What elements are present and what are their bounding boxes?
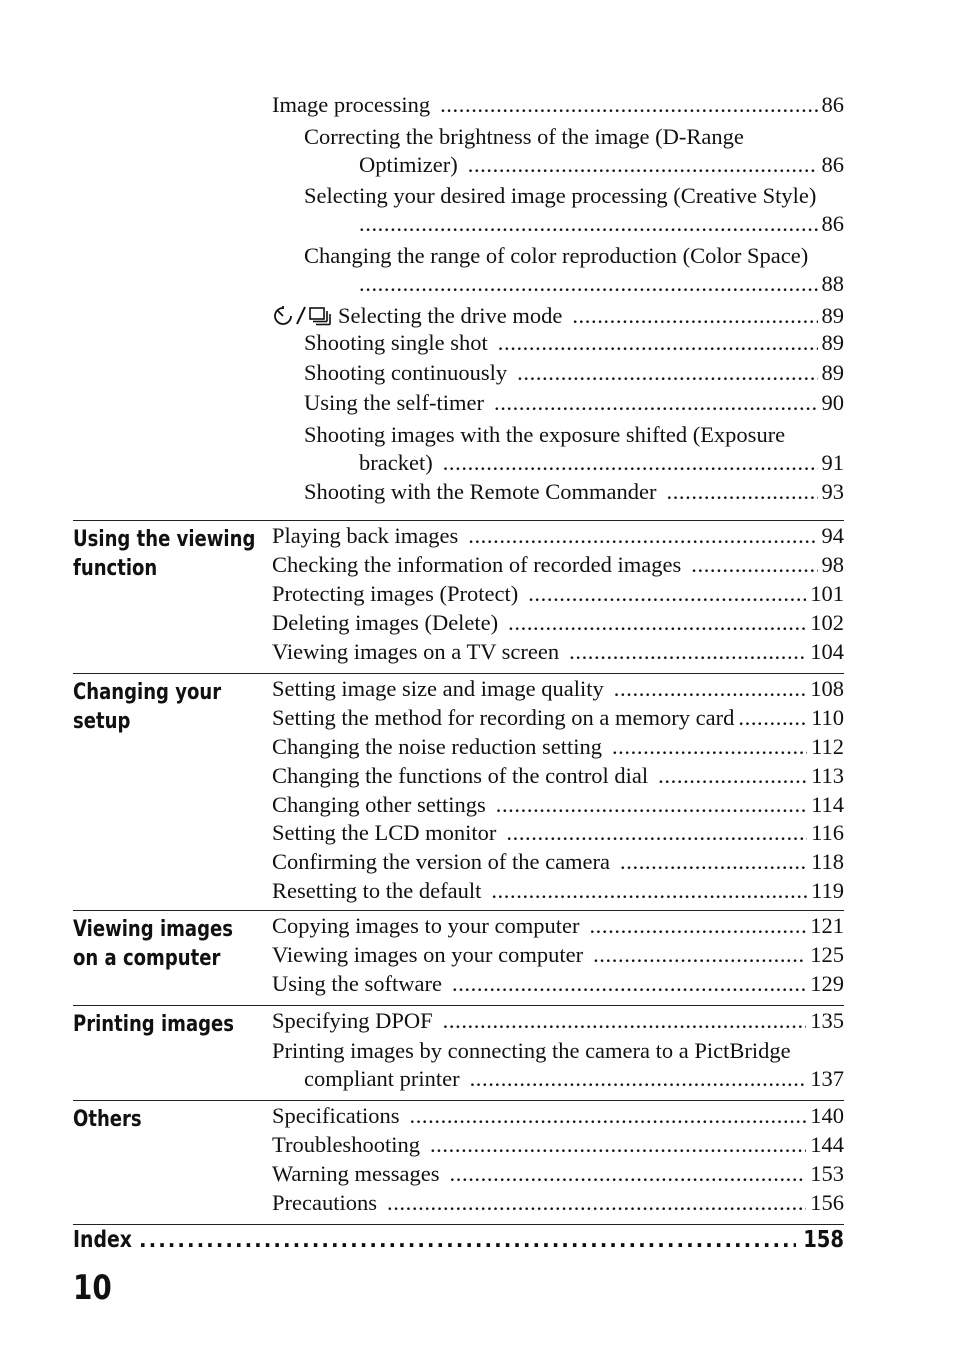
entry-page: 116 (811, 820, 844, 846)
entry-page: 140 (810, 1103, 844, 1128)
toc-entry-continuation[interactable] (272, 450, 844, 480)
section-items (272, 676, 844, 907)
index-entry[interactable] (73, 1224, 844, 1253)
toc-continuation-block (272, 92, 844, 509)
entry-page: 156 (810, 1189, 844, 1215)
entry-page: 144 (810, 1131, 844, 1157)
toc-entry[interactable] (272, 1132, 844, 1161)
entry-title: Resetting to the default (272, 878, 482, 904)
self-timer-icon (272, 304, 294, 326)
entry-title: Precautions (272, 1189, 377, 1215)
toc-entry[interactable] (272, 734, 844, 763)
entry-title: Using the software (272, 970, 442, 996)
entry-page: 112 (811, 733, 844, 759)
section-items (272, 523, 844, 667)
toc-entry[interactable] (272, 820, 844, 849)
entry-title: Viewing images on a TV screen (272, 638, 560, 664)
toc-entry[interactable] (272, 523, 844, 552)
index-page: 158 (803, 1227, 844, 1253)
section-title: Viewing images on a computer (73, 917, 234, 971)
toc-entry[interactable] (272, 360, 844, 390)
toc-entry[interactable] (272, 639, 844, 668)
toc-entry[interactable] (272, 581, 844, 610)
entry-title: Changing other settings (272, 791, 486, 817)
toc-entry[interactable] (272, 676, 844, 705)
entry-page: 93 (821, 479, 844, 505)
toc-entry[interactable] (272, 552, 844, 581)
entry-title: Specifying DPOF (272, 1008, 433, 1033)
toc-entry[interactable] (272, 610, 844, 639)
entry-title: Using the self-timer (304, 389, 484, 415)
toc-entry-continuation[interactable] (272, 152, 844, 182)
toc-entry[interactable] (272, 479, 844, 509)
entry-page: 114 (811, 791, 844, 817)
entry-title: Warning messages (272, 1160, 440, 1186)
entry-page: 86 (821, 92, 844, 117)
entry-page: 137 (810, 1065, 844, 1091)
entry-title: Viewing images on your computer (272, 941, 584, 967)
entry-page: 94 (821, 523, 844, 548)
drive-mode-icons (272, 304, 332, 326)
entry-title: Setting image size and image quality (272, 676, 604, 701)
toc-entry[interactable] (272, 390, 844, 420)
entry-page: 102 (810, 609, 844, 635)
section-title: Printing images (73, 1012, 235, 1037)
toc-entry[interactable] (272, 971, 844, 1000)
entry-page: 110 (811, 704, 844, 730)
entry-title: Shooting single shot (304, 330, 488, 356)
entry-title: Troubleshooting (272, 1131, 420, 1157)
entry-title: Playing back images (272, 523, 459, 548)
entry-page: 108 (810, 676, 844, 701)
entry-page: 119 (811, 878, 844, 904)
entry-title: Specifications (272, 1103, 400, 1128)
entry-page: 135 (810, 1008, 844, 1033)
entry-title: compliant printer (304, 1065, 460, 1091)
index-label: Index (73, 1227, 132, 1253)
section-title: Changing your setup (73, 680, 222, 734)
entry-page: 118 (811, 849, 844, 875)
toc-entry[interactable] (272, 1008, 844, 1037)
entry-title: Confirming the version of the camera (272, 849, 611, 875)
entry-page: 101 (810, 580, 844, 606)
slash-separator-icon (294, 304, 308, 326)
entry-title: Copying images to your computer (272, 913, 580, 938)
toc-entry[interactable] (272, 1103, 844, 1132)
toc-entry[interactable] (272, 763, 844, 792)
toc-entry[interactable] (272, 330, 844, 360)
entry-title: Checking the information of recorded images (272, 551, 682, 577)
entry-page: 90 (821, 389, 844, 415)
entry-page: 121 (810, 913, 844, 938)
toc-entry[interactable] (272, 705, 844, 734)
section-viewing-on-computer (73, 910, 844, 1003)
entry-page: 88 (821, 270, 844, 296)
section-title: Using the viewing function (73, 527, 256, 581)
entry-title: Shooting images with the exposure shifted (Exposure (304, 421, 786, 447)
entry-page: 129 (810, 970, 844, 996)
entry-title: Setting the LCD monitor (272, 820, 497, 846)
entry-page: 86 (821, 211, 844, 237)
entry-title: Changing the noise reduction setting (272, 733, 602, 759)
section-items (272, 1008, 844, 1095)
toc-entry[interactable] (272, 792, 844, 821)
entry-title: Correcting the brightness of the image (D-Range (304, 123, 744, 149)
section-items (272, 913, 844, 1000)
section-changing-setup (73, 673, 844, 908)
entry-title: Printing images by connecting the camera to a PictBridge (272, 1037, 791, 1063)
entry-title: Image processing (272, 92, 431, 117)
entry-title: Changing the functions of the control dial (272, 762, 649, 788)
section-title: Others (73, 1107, 142, 1132)
toc-entry[interactable] (272, 942, 844, 971)
toc-entry[interactable] (272, 1161, 844, 1190)
toc-entry[interactable] (272, 878, 844, 907)
entry-page: 113 (811, 762, 844, 788)
section-viewing-function (73, 520, 844, 671)
toc-entry[interactable] (272, 301, 844, 331)
toc-entry-continuation[interactable] (272, 211, 844, 241)
section-others (73, 1100, 844, 1221)
toc-entry[interactable] (272, 92, 844, 122)
section-items (272, 1103, 844, 1219)
entry-title: Selecting the drive mode (338, 302, 563, 328)
entry-page: 125 (810, 941, 844, 967)
page-number: 10 (73, 1268, 112, 1308)
entry-title: Deleting images (Delete) (272, 609, 499, 635)
toc-entry[interactable] (272, 849, 844, 878)
entry-title: Setting the method for recording on a memory card (272, 704, 735, 730)
entry-page: 104 (810, 638, 844, 664)
entry-page: 89 (821, 360, 844, 386)
entry-page: 89 (821, 330, 844, 356)
entry-title: Shooting continuously (304, 360, 508, 386)
entry-title: Protecting images (Protect) (272, 580, 519, 606)
toc-entry[interactable] (272, 181, 844, 211)
entry-title: Optimizer) (359, 151, 458, 177)
entry-page: 91 (821, 449, 844, 475)
toc-entry[interactable] (272, 241, 844, 271)
entry-title: Selecting your desired image processing (Creative Style) (304, 183, 817, 209)
entry-page: 153 (810, 1160, 844, 1186)
toc-entry[interactable] (272, 913, 844, 942)
continuous-shooting-icon (308, 304, 332, 326)
toc-entry[interactable] (272, 1037, 844, 1066)
entry-page: 89 (821, 302, 844, 328)
entry-title: Changing the range of color reproduction (Color Space) (304, 242, 809, 268)
toc-entry[interactable] (272, 122, 844, 152)
entry-page: 86 (821, 151, 844, 177)
entry-title: bracket) (359, 449, 433, 475)
section-printing-images (73, 1005, 844, 1098)
toc-entry-continuation[interactable] (272, 1066, 844, 1095)
toc-entry-continuation[interactable] (272, 271, 844, 301)
toc-entry[interactable] (272, 420, 844, 450)
toc-entry[interactable] (272, 1190, 844, 1219)
entry-page: 98 (821, 551, 844, 577)
entry-title: Shooting with the Remote Commander (304, 479, 657, 505)
